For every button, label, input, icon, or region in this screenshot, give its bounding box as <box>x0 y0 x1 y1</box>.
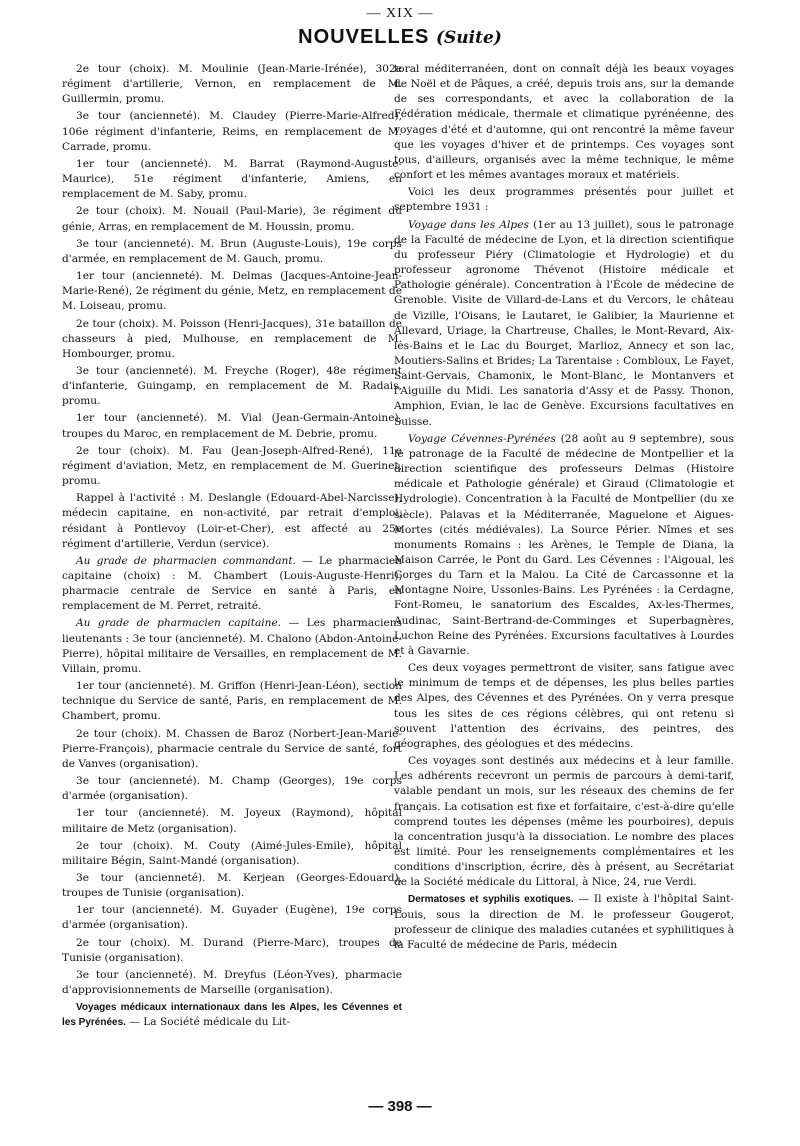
paragraph-pharmacien-commandant <box>62 554 402 615</box>
roman-page-numeral: — XIX — <box>366 6 434 21</box>
paragraph: toral méditerranéen, dont on connaît déjà les beaux voyages de Noël et de Pâques, a créé, depuis trois ans, sur la demande de ses correspondants, et avec la collaboration de la Fédération médicale, thermale et climatique pyrénéenne, des voyages d'été et d'automne, qui ont rencontré la même faveur que les voyages d'hiver et de printemps. Ces voyages sont tous, d'ailleurs, organisés avec la même technique, le même confort et les mêmes avantages moraux et matériels. <box>394 63 734 182</box>
paragraph: 3e tour (ancienneté). M. Brun (Auguste-Louis), 19e corps d'armée, en remplacement de M. Gauch, promu. <box>62 237 402 265</box>
paragraph: 2e tour (choix). M. Moulinie (Jean-Marie-Irénée), 302e régiment d'artillerie, Vernon, en remplacement de M. Guillermin, promu. <box>62 63 402 106</box>
voyage-heading: Voyage dans les Alpes <box>408 218 529 231</box>
paragraph: Ces voyages sont destinés aux médecins et à leur famille. Les adhérents recevront un permis de parcours à demi-tarif, valable pendant un mois, sur les réseaux des chemins de fer français. La cotisation est fixe et forfaitaire, c'est-à-dire qu'elle comprend toutes les dépenses (même les pourboires), depuis la concentration jusqu'à la dissociation. Le nombre des places est limité. Pour les renseignements complémentaires et les conditions d'inscription, écrire, dès à présent, au Secrétariat de la Société médicale du Littoral, à Nice, 24, rue Verdi. <box>394 755 734 889</box>
paragraph: 2e tour (choix). M. Durand (Pierre-Marc), troupes de Tunisie (organisation). <box>62 936 402 964</box>
paragraph-text: — Le pharmacien capitaine (choix) : M. Chambert (Louis-Auguste-Henri), pharmacie centrale de Service en santé à Paris, en remplacement de M. Perret, retraité. <box>62 554 402 613</box>
paragraph-text: (1er au 13 juillet), sous le patronage de la Faculté de médecine de Lyon, et la direction scientifique du professeur Piéry (Climatologie et Hydrologie) et du professeur agronome Thévenot (Histoire médicale et Pathologie générale). Concentration à l'École de médecine de Grenoble. Visite de Villard-de-Lans et du Vercors, le château de Vizille, l'Oisans, le Lautaret, le Galibier, la Maurienne et Allevard, Uriage, la Chartreuse, Challes, le Mont-Revard, Aix-les-Bains et le Lac du Bourget, Marlioz, Annecy et son lac, Moutiers-Salins et Brides; La Tarentaise : Combloux, Le Fayet, Saint-Gervais, Chamonix, le Mont-Blanc, le Montanvers et l'Aiguille du Midi. Les sanatoria d'Assy et de Passy. Thonon, Amphion, Evian, le lac de Genève. Excursions facultatives en Suisse. <box>394 218 734 428</box>
page-number: — 398 — <box>368 1098 432 1115</box>
paragraph: 3e tour (ancienneté). M. Freyche (Roger), 48e régiment d'infanterie, Guingamp, en remplacement de M. Radais, promu. <box>62 364 402 408</box>
paragraph: 2e tour (choix). M. Chassen de Baroz (Norbert-Jean-Marie-Pierre-François), pharmacie centrale du Service de santé, fort de Vanves (organisation). <box>62 727 402 770</box>
paragraph: 1er tour (ancienneté). M. Joyeux (Raymond), hôpital militaire de Metz (organisation). <box>62 807 402 835</box>
section-title <box>0 26 800 49</box>
news-heading: Voyages médicaux internationaux dans les Alpes, les Cévennes et les Pyrénées. <box>62 1002 402 1029</box>
section-title-text: NOUVELLES <box>298 26 430 48</box>
paragraph-text: — La Société médicale du Lit- <box>125 1016 291 1029</box>
paragraph: 3e tour (ancienneté). M. Dreyfus (Léon-Yves), pharmacie d'approvisionnements de Marseille (organisation). <box>62 968 402 997</box>
paragraph: 1er tour (ancienneté). M. Griffon (Henri-Jean-Léon), section technique du Service de santé, Paris, en remplacement de M. Chambert, promu. <box>62 680 402 723</box>
paragraph: 1er tour (ancienneté). M. Guyader (Eugène), 19e corps d'armée (organisation). <box>62 904 402 932</box>
paragraph-text: (28 août au 9 septembre), sous le patronage de la Faculté de médecine de Montpellier et la direction scientifique des professeurs Delmas (Histoire médicale et Pathologie générale) et Giraud (Climatologie et Hydrologie). Concentration à la Faculté de Montpellier (du xe siècle). Palavas et la Méditerranée, Maguelone et Aigues-Mortes (cités médiévales). La Source Périer. Nîmes et ses monuments Romains : les Arènes, le Temple de Diana, la Maison Carrée, le Pont du Gard. Les Cévennes : l'Aigoual, les Gorges du Tarn et la Malou. La Cité de Carcassonne et la Montagne Noire, Ussonles-Bains. Les Pyrénées : la Cerdagne, Font-Romeu, le sanatorium des Escaldes, Ax-les-Thermes, Audinac, Saint-Bertrand-de-Comminges et Superbagnères, Luchon Reine des Pyrénées. Excursions facultatives à Lourdes et à Gavarnie. <box>394 432 734 657</box>
subsection-heading: Au grade de pharmacien capitaine. <box>76 617 282 630</box>
paragraph: 1er tour (ancienneté). M. Vial (Jean-Germain-Antoine), troupes du Maroc, en remplacement de M. Debrie, promu. <box>62 412 402 440</box>
paragraph: Ces deux voyages permettront de visiter, sans fatigue avec le minimum de temps et de dépenses, les plus belles parties des Alpes, des Cévennes et des Pyrénées. On y verra presque tous les sites de ces régions célèbres, qui ont retenu si souvent l'attention des écrivains, des peintres, des géographes, des géologues et des médecins. <box>394 662 734 750</box>
paragraph: 3e tour (ancienneté). M. Kerjean (Georges-Edouard), troupes de Tunisie (organisation). <box>62 871 402 900</box>
paragraph: Rappel à l'activité : M. Deslangle (Edouard-Abel-Narcisse), médecin capitaine, en non-activité, par retrait d'emploi, résidant à Pontlevoy (Loir-et-Cher), est affecté au 25e régiment d'artillerie, Verdun (service). <box>62 492 402 550</box>
paragraph-text: — Les pharmaciens lieutenants : 3e tour (ancienneté). M. Chalono (Abdon-Antoine-Pierre), hôpital militaire de Versailles, en remplacement de M. Villain, promu. <box>62 617 402 675</box>
right-column <box>394 62 734 955</box>
paragraph-dermatoses <box>394 892 734 953</box>
paragraph-voyages <box>62 1000 402 1030</box>
left-column <box>62 62 402 1033</box>
paragraph-pharmacien-capitaine <box>62 616 402 677</box>
news-heading: Dermatoses et syphilis exotiques. <box>408 894 574 906</box>
subsection-heading: Au grade de pharmacien commandant. <box>76 554 297 567</box>
paragraph: 2e tour (choix). M. Fau (Jean-Joseph-Alfred-René), 11e régiment d'aviation, Metz, en remplacement de M. Guerinet, promu. <box>62 444 402 488</box>
paragraph: 3e tour (ancienneté). M. Claudey (Pierre-Marie-Alfred), 106e régiment d'infanterie, Reims, en remplacement de M. Carrade, promu. <box>62 110 402 153</box>
paragraph-voyage-alpes <box>394 218 734 430</box>
paragraph: 2e tour (choix). M. Nouail (Paul-Marie), 3e régiment du génie, Arras, en remplacement de M. Houssin, promu. <box>62 205 402 233</box>
section-title-suffix: (Suite) <box>435 28 502 48</box>
paragraph: 2e tour (choix). M. Couty (Aimé-Jules-Emile), hôpital militaire Bégin, Saint-Mandé (organisation). <box>62 839 402 867</box>
paragraph: 3e tour (ancienneté). M. Champ (Georges), 19e corps d'armée (organisation). <box>62 775 402 803</box>
paragraph: 1er tour (ancienneté). M. Delmas (Jacques-Antoine-Jean-Marie-René), 2e régiment du génie, Metz, en remplacement de M. Loiseau, promu. <box>62 270 402 313</box>
paragraph: Voici les deux programmes présentés pour juillet et septembre 1931 : <box>394 186 734 214</box>
paragraph: 2e tour (choix). M. Poisson (Henri-Jacques), 31e bataillon de chasseurs à pied, Mulhouse, en remplacement de M. Hombourger, promu. <box>62 317 402 360</box>
paragraph: 1er tour (ancienneté). M. Barrat (Raymond-Auguste-Maurice), 51e régiment d'infanterie, Amiens, en remplacement de M. Saby, promu. <box>62 157 402 201</box>
voyage-heading: Voyage Cévennes-Pyrénées <box>408 432 556 445</box>
paragraph-voyage-cevennes <box>394 432 734 659</box>
paragraph-text: — Il existe à l'hôpital Saint-Louis, sous la direction de M. le professeur Gougerot, professeur de clinique des maladies cutanées et syphilitiques à la Faculté de médecine de Paris, médecin <box>394 893 734 951</box>
